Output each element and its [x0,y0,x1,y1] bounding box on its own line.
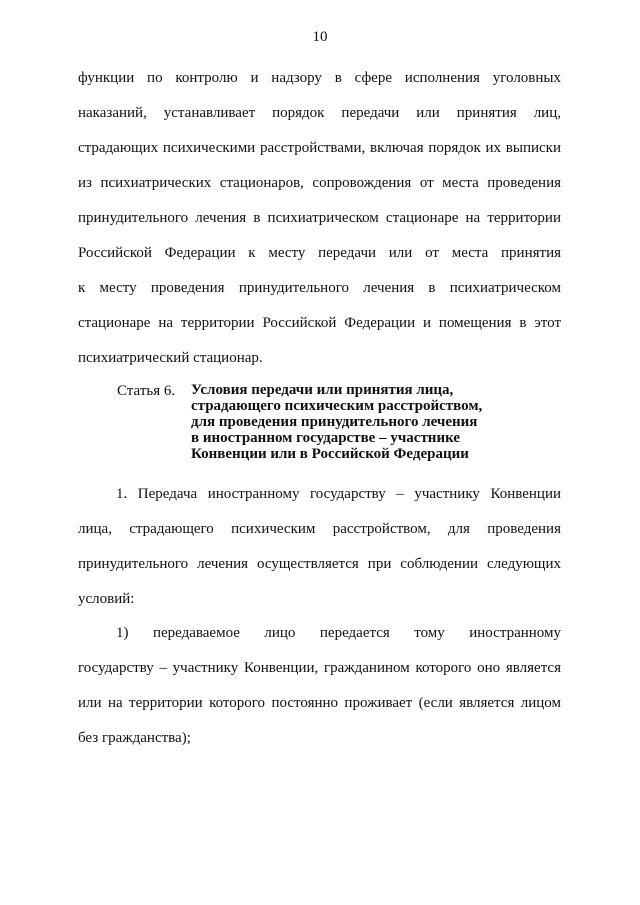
article-number: Статья 6. [117,383,176,399]
paragraph-line: 1) передаваемое лицо передается тому иностранному [116,625,561,641]
article-title-line: для проведения принудительного лечения [191,414,478,430]
article-title-line: в иностранном государстве – участнике [191,430,461,446]
paragraph-line: государству – участнику Конвенции, гражданином которого оно является [78,660,561,676]
article-title-line: Конвенции или в Российской Федерации [191,446,469,462]
paragraph-line: условий: [78,591,135,607]
article-title-line: страдающего психическим расстройством, [191,398,483,414]
paragraph-line: функции по контролю и надзору в сфере исполнения уголовных [78,70,561,86]
paragraph-line: наказаний, устанавливает порядок передачи или принятия лиц, [78,105,561,121]
paragraph-line: психиатрический стационар. [78,350,263,366]
paragraph-line: 1. Передача иностранному государству – участнику Конвенции [116,486,561,502]
article-title-line: Условия передачи или принятия лица, [191,382,454,398]
paragraph-line: стационаре на территории Российской Федерации и помещения в этот [78,315,561,331]
paragraph-line: принудительного лечения осуществляется при соблюдении следующих [78,556,561,572]
article-title [191,382,541,462]
paragraph-line: из психиатрических стационаров, сопровождения от места проведения [78,175,561,191]
paragraph-line: к месту проведения принудительного лечения в психиатрическом [78,280,561,296]
paragraph-line: лица, страдающего психическим расстройством, для проведения [78,521,561,537]
paragraph-line: без гражданства); [78,730,191,746]
paragraph-clause-1 [78,485,561,625]
paragraph-line: или на территории которого постоянно проживает (если является лицом [78,695,561,711]
paragraph-subclause-1 [78,624,561,764]
paragraph-article5-continuation [78,69,561,384]
paragraph-line: Российской Федерации к месту передачи или от места принятия [78,245,561,261]
paragraph-line: принудительного лечения в психиатрическом стационаре на территории [78,210,561,226]
page-number: 10 [312,29,328,45]
paragraph-line: страдающих психическими расстройствами, включая порядок их выписки [78,140,561,156]
